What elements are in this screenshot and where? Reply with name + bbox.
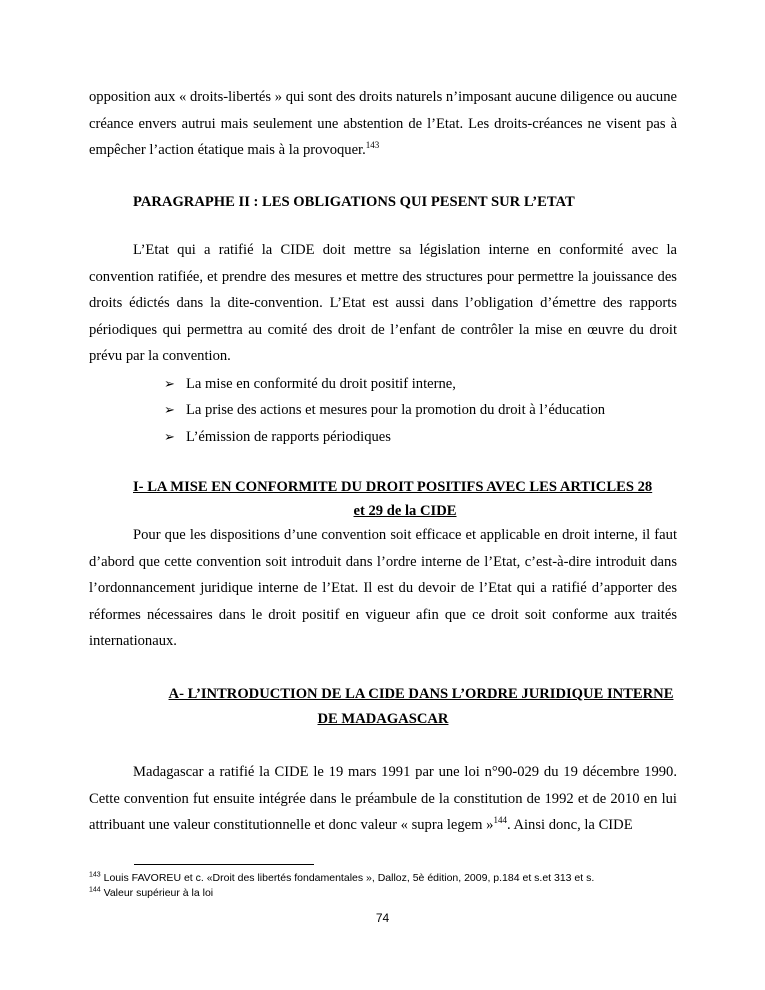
- paragraphe-2-title: PARAGRAPHE II : LES OBLIGATIONS QUI PESENT SUR L’ETAT: [133, 194, 575, 210]
- obligations-list: [164, 371, 605, 450]
- section-1-title-line1: I- LA MISE EN CONFORMITE DU DROIT POSITIFS AVEC LES ARTICLES 28: [133, 479, 653, 495]
- arrowhead-bullet-icon: ➢: [164, 376, 175, 391]
- page-number: 74: [375, 911, 390, 925]
- arrowhead-bullet-icon: ➢: [164, 428, 175, 444]
- paragraphe-2-body: L’Etat qui a ratifié la CIDE doit mettre sa législation interne en conformité avec la convention ratifiée, et prendre des mesures et mettre des structures pour permettre la jouissance des droits édictés dans la dite-convention. L’Etat est aussi dans l’obligation d’émettre des rapports périodiques qui permettra au comité des droit de l’enfant de contrôler la mise en œuvre du droit prévu par la convention.: [89, 242, 677, 365]
- footnote-143: $^{143}$ Louis FAVOREU et c. «Droit des libertés fondamentales », Dalloz, 5è édition, 2009, p.184 et s.et 313 et s.: [89, 871, 595, 884]
- list-item: ➢ L’émission de rapports périodiques: [164, 424, 605, 450]
- section-a-title-line2: DE MADAGASCAR: [317, 711, 449, 727]
- footnote-ref-144[interactable]: 144: [493, 815, 507, 826]
- section-a-body: Madagascar a ratifié la CIDE le 19 mars 1991 par une loi n°90-029 du 19 décembre 1990. Cette convention fut ensuite intégrée dans le préambule de la constitution de 1992 et de 2010 en lui attribuant une valeur constitutionnelle et donc valeur « supra legem »$^{144}$. Ainsi donc, la CIDE: [89, 764, 677, 834]
- footnote-144: $^{144}$ Valeur supérieur à la loi: [89, 886, 214, 899]
- section-a-title-line1: A- L’INTRODUCTION DE LA CIDE DANS L’ORDRE JURIDIQUE INTERNE: [168, 686, 674, 702]
- section-1-title-line2: et 29 de la CIDE: [353, 503, 457, 519]
- list-item: ➢ La mise en conformité du droit positif interne,: [164, 371, 605, 397]
- intro-paragraph: opposition aux « droits-libertés » qui sont des droits naturels n’imposant aucune diligence ou aucune créance envers autrui mais seulement une abstention de l’Etat. Les droits-créances ne visent pas à empêcher l’action étatique mais à la provoquer.$^{143}$: [89, 89, 677, 159]
- footnote-separator: [134, 864, 314, 865]
- list-item: ➢ La prise des actions et mesures pour la promotion du droit à l’éducation: [164, 397, 605, 423]
- section-1-body: Pour que les dispositions d’une convention soit efficace et applicable en droit interne, il faut d’abord que cette convention soit introduit dans l’ordre interne de l’Etat, c’est-à-dire introduit dans l’ordonnancement juridique interne de l’Etat. Il est du devoir de l’Etat qui a ratifié d’apporter des réformes nécessaires dans le droit positif en vigueur afin que ce droit soit conforme aux traités internationaux.: [89, 527, 677, 650]
- arrowhead-bullet-icon: ➢: [164, 402, 175, 418]
- footnote-ref-143[interactable]: 143: [365, 140, 380, 151]
